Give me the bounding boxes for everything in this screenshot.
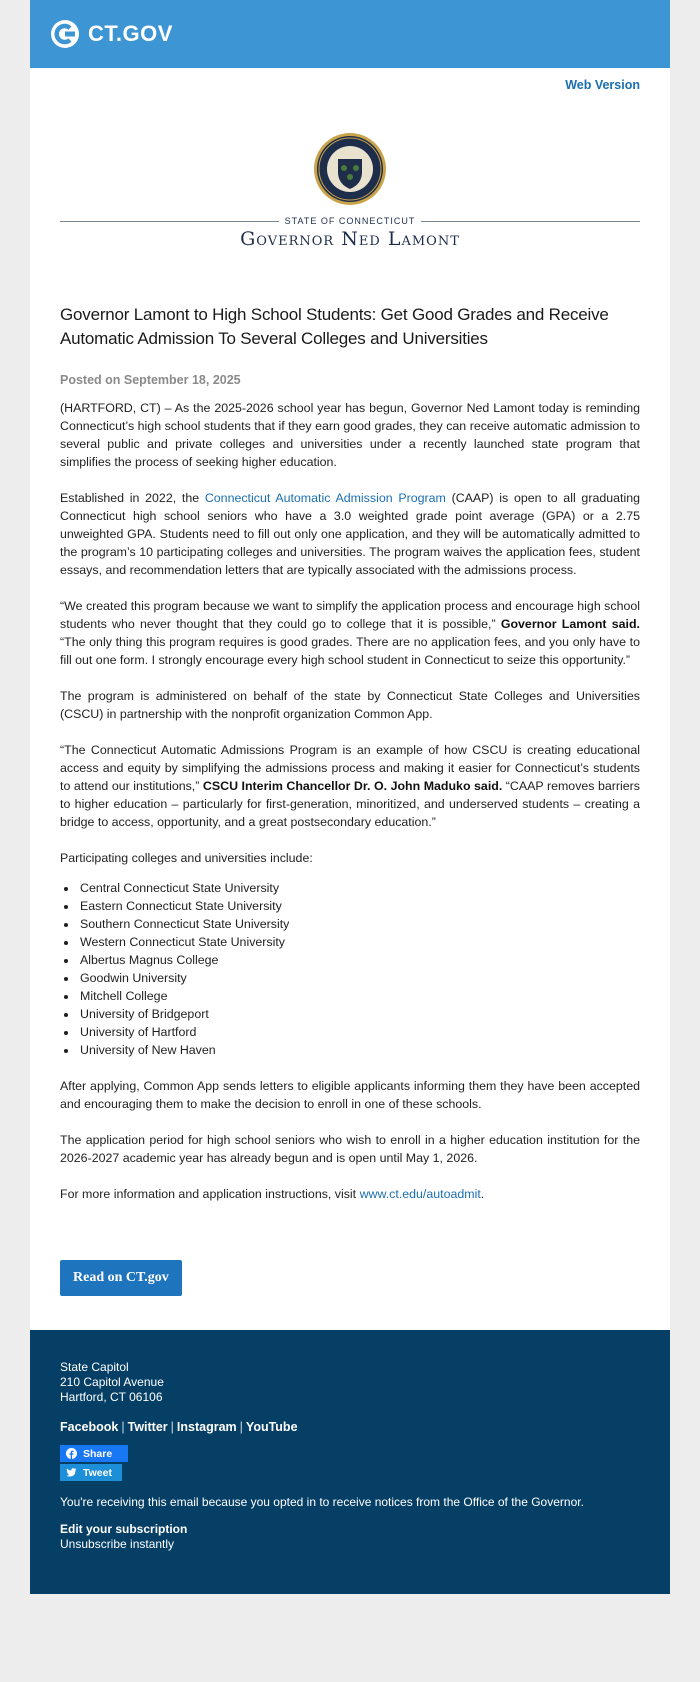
ct-logo-icon <box>50 19 80 49</box>
state-label: STATE OF CONNECTICUT <box>284 216 416 226</box>
unsubscribe-link[interactable]: Unsubscribe instantly <box>60 1537 175 1551</box>
governor-name <box>60 228 640 250</box>
email-card <box>30 68 670 1330</box>
address-block <box>60 1360 640 1405</box>
list-item: • University of Bridgeport <box>78 1005 640 1023</box>
paragraph-governor-quote: “We created this program because we want to simplify the application process and encourage high school students who never thought that they could go to college that it is possible,” Governor Lamont said. “The only thing this program requires is good grades. There are no application fees, and you only have to fill out one form. I strongly encourage every high school student in Connecticut to seize this opportunity.” <box>60 599 641 667</box>
paragraph-participating: Participating colleges and universities include: <box>60 851 313 865</box>
autoadmit-link[interactable]: www.ct.edu/autoadmit <box>359 1187 481 1201</box>
paragraph-intro: (HARTFORD, CT) – As the 2025-2026 school year has begun, Governor Ned Lamont today is reminding Connecticut’s high school students that if they earn good grades, they can receive automatic admission to several public and private colleges and universities under a recently launched state program that simplifies the process of seeking higher education. <box>60 401 640 469</box>
ct-gov-logo[interactable] <box>50 19 173 49</box>
facebook-icon <box>66 1448 77 1459</box>
social-links: Facebook | Twitter | Instagram | YouTube <box>60 1420 298 1434</box>
opt-in-notice: You're receiving this email because you opted in to receive notices from the Office of the Governor. <box>60 1495 584 1509</box>
list-item: • University of Hartford <box>78 1023 640 1041</box>
email-container <box>30 0 670 1594</box>
address-line: 210 Capitol Avenue <box>60 1375 164 1389</box>
footer <box>30 1330 670 1594</box>
facebook-link[interactable]: Facebook <box>60 1420 119 1434</box>
edit-subscription-link[interactable]: Edit your subscription <box>60 1522 188 1536</box>
list-item: • Goodwin University <box>78 969 640 987</box>
instagram-link[interactable]: Instagram <box>176 1420 237 1434</box>
facebook-share-button[interactable] <box>60 1445 128 1462</box>
list-item: • University of New Haven <box>78 1041 640 1059</box>
state-seal-icon <box>313 132 387 206</box>
schools-list <box>60 879 640 1059</box>
address-line: State Capitol <box>60 1360 129 1374</box>
paragraph-caap: Established in 2022, the Connecticut Automatic Admission Program (CAAP) is open to all graduating Connecticut high school seniors who have a 3.0 weighted grade point average (GPA) or a 2.75 unweighted GPA. Students need to fill out only one application, and they will be automatically admitted to the program’s 10 participating colleges and universities. The program waives the application fees, student essays, and recommendation letters that are typically associated with the admissions process. <box>60 491 640 577</box>
logo-text: CT.GOV <box>88 21 173 46</box>
list-item: • Albertus Magnus College <box>78 951 640 969</box>
read-on-ctgov-button[interactable]: Read on CT.gov <box>60 1260 182 1296</box>
list-item: • Mitchell College <box>78 987 640 1005</box>
youtube-link[interactable]: YouTube <box>245 1420 298 1434</box>
list-item: • Eastern Connecticut State University <box>78 897 640 915</box>
article-body <box>60 399 640 1203</box>
web-version-row <box>60 68 640 98</box>
governor-name-last: Lamont <box>387 228 460 250</box>
twitter-bird-icon <box>66 1467 77 1478</box>
paragraph-more-info: For more information and application instructions, visit www.ct.edu/autoadmit. <box>60 1187 485 1201</box>
list-item: • Central Connecticut State University <box>78 879 640 897</box>
state-label-row <box>60 216 640 226</box>
list-item: • Western Connecticut State University <box>78 933 640 951</box>
share-label: Share <box>83 1447 113 1460</box>
governor-branding <box>60 98 640 250</box>
article-title: Governor Lamont to High School Students: Get Good Grades and Receive Automatic Admission To Several Colleges and Universities <box>60 305 609 348</box>
web-version-link[interactable]: Web Version <box>565 78 640 92</box>
caap-link[interactable]: Connecticut Automatic Admission Program <box>204 491 446 505</box>
paragraph-cscu: The program is administered on behalf of the state by Connecticut State Colleges and Universities (CSCU) in partnership with the nonprofit organization Common App. <box>60 689 640 721</box>
address-line: Hartford, CT 06106 <box>60 1390 163 1404</box>
governor-name-first: Governor Ned <box>240 228 381 250</box>
posted-date: Posted on September 18, 2025 <box>60 373 241 387</box>
tweet-button[interactable] <box>60 1464 122 1481</box>
paragraph-common-app: After applying, Common App sends letters to eligible applicants informing them they have been accepted and encouraging them to make the decision to enroll in one of these schools. <box>60 1079 640 1111</box>
paragraph-chancellor-quote: “The Connecticut Automatic Admissions Program is an example of how CSCU is creating educational access and equity by simplifying the admissions process and making it easier for Connecticut’s students to attend our institutions,” CSCU Interim Chancellor Dr. O. John Maduko said. “CAAP removes barriers to higher education – particularly for first-generation, minoritized, and underserved students – creating a bridge to access, opportunity, and a great postsecondary education.” <box>60 743 641 829</box>
share-buttons <box>60 1445 640 1481</box>
paragraph-application-period: The application period for high school seniors who wish to enroll in a higher education institution for the 2026-2027 academic year has already begun and is open until May 1, 2026. <box>60 1133 640 1165</box>
header-bar <box>30 0 670 68</box>
twitter-link[interactable]: Twitter <box>127 1420 168 1434</box>
list-item: • Southern Connecticut State University <box>78 915 640 933</box>
tweet-label: Tweet <box>83 1466 112 1479</box>
